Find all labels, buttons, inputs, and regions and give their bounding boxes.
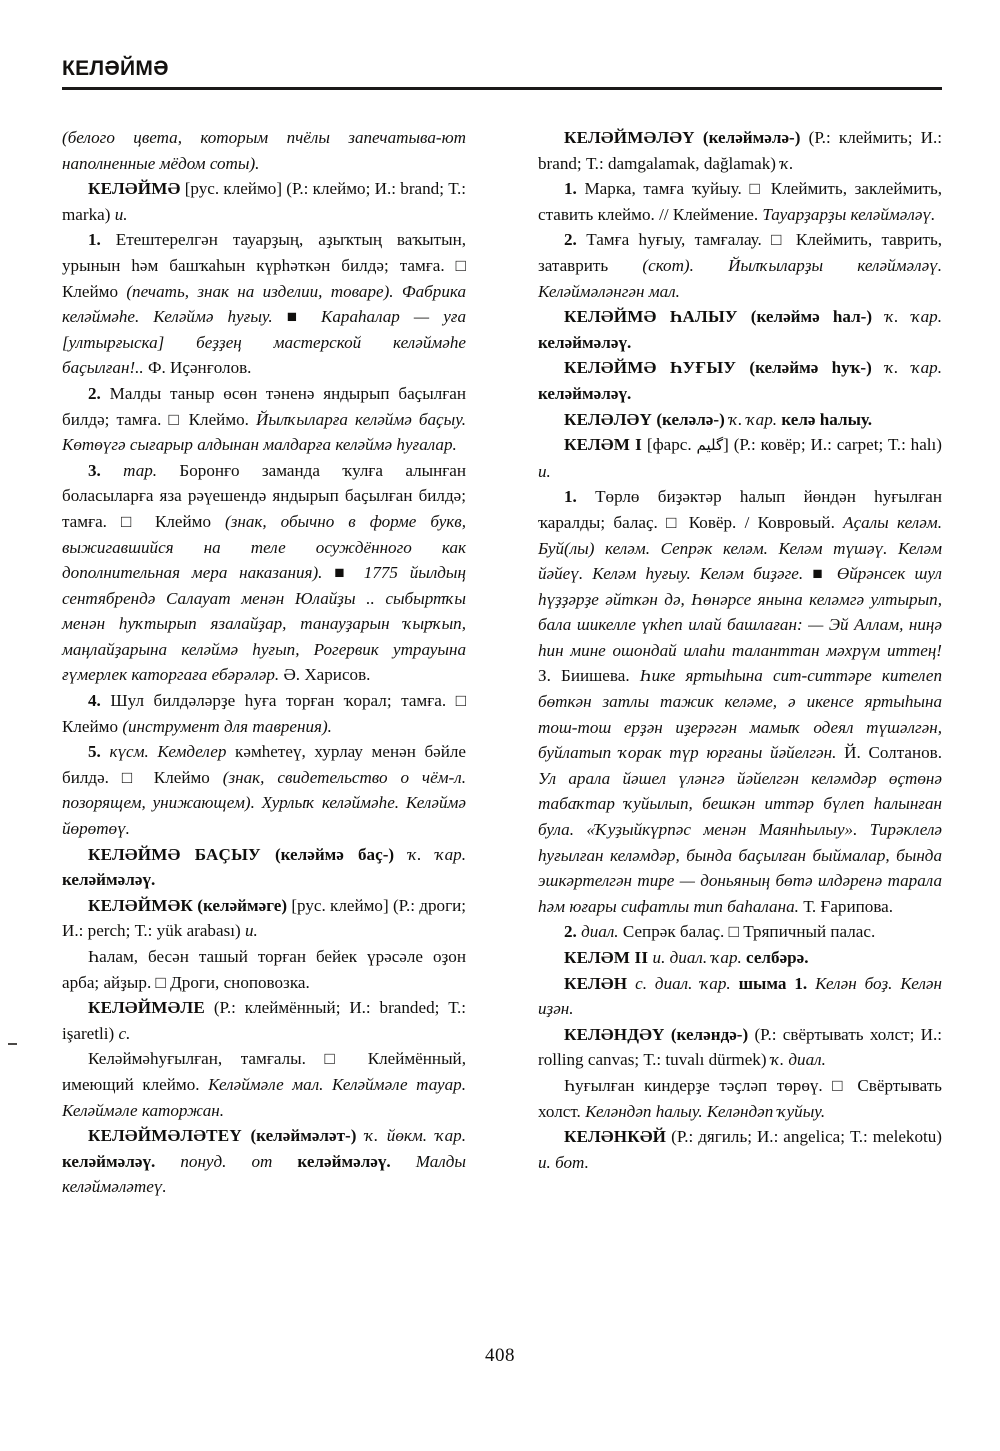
headword: КЕЛӘЙМӘ ҺУҒЫУ xyxy=(564,358,737,378)
sense-definition-russian: Клеймо. xyxy=(188,409,249,429)
sense-definition-bashkir: кәмһетеү, хурлау менән бәйле билдә. xyxy=(62,742,467,787)
entry-kelem-2 xyxy=(538,945,942,971)
citation-author: Ә. Харисов. xyxy=(283,665,371,685)
definition-italic-head: Кемделер xyxy=(157,742,227,762)
carryover-line-2: ют наполненные мёдом соты). xyxy=(62,128,466,173)
etymology-close-bracket: ] xyxy=(723,435,729,455)
entry-keleyme xyxy=(62,176,466,227)
usage-label: тар. xyxy=(123,460,158,480)
sense-definition-bashkir: Етештерелгән тауарҙың, аҙыҡтың ваҡытын, урынын һәм башҡаһын күрһәткән билдә; тамға. xyxy=(62,230,467,275)
citation-text-4: Тирәклелә һуғылған келәмдәр, бында баҫылған быймалар, бында эшкәртелгән тире — доньяның бөтә илдәренә тарала һәм юғары сифатлы тип баһалана. xyxy=(538,820,942,916)
translation-glosses: (Р.: клеймённый; И.: branded; Т.: işaretli) xyxy=(62,998,466,1043)
sense-number: 3. xyxy=(88,460,101,480)
entry-kelem-1 xyxy=(538,432,942,484)
part-of-speech: и. xyxy=(652,948,666,967)
headword-form: (келәлә-) xyxy=(656,409,725,429)
headword: КЕЛӘЙМӘ ҺАЛЫУ xyxy=(564,307,738,327)
carryover-line-1: (белого цвета, которым пчёлы запечатыва- xyxy=(62,128,442,147)
sense-examples: Йылҡыларға келәймә баҫыу. Көтөүгә сығарыр алдынан малдарға келәймә һуғалар. xyxy=(62,409,466,455)
sense-examples: Малды келәймәләтеү. xyxy=(62,1151,466,1197)
sense-definition-bashkir: Һалам, бесән ташый торған бейек үрәсәле оҙон арба; айҙыр. xyxy=(62,947,466,992)
kml-sense-1 xyxy=(538,176,942,227)
entry-keleymele-body xyxy=(62,1046,466,1123)
russian-parenthetical: (скот). xyxy=(642,255,694,275)
headword-form: (келәймә баҫ-) xyxy=(274,844,395,864)
part-of-speech: и. xyxy=(114,204,128,224)
text-columns xyxy=(62,125,942,1320)
sense-examples: Келәймәле мал. Келәймәле тауар. Келәймәле каторжан. xyxy=(62,1074,466,1120)
headword: КЕЛӘЙМӘЛӘТЕҮ xyxy=(88,1126,242,1146)
headword: КЕЛӘНКӘЙ xyxy=(564,1127,667,1147)
sense-number: 2. xyxy=(564,922,577,942)
cross-reference-target: келәймәләү. xyxy=(62,1151,156,1171)
entry-keleyme-basiu xyxy=(62,842,466,893)
etymology: [рус. клеймо] xyxy=(291,895,389,915)
sense-definition-bashkir: Төрлө биҙәктәр һалып йөндән һуғылған ҡаралды; балаҫ. xyxy=(538,487,942,532)
russian-parenthetical: (знак, свидетельство о чём-л. позорящем, унижающем). xyxy=(62,767,467,813)
cross-reference-target: селбәрә. xyxy=(746,948,809,967)
headword: КЕЛӘМ I xyxy=(564,435,642,455)
headword-form: (келәймә һал-) xyxy=(750,307,873,327)
translation-glosses: (Р.: клеймо; И.: brand; Т.: marka) xyxy=(62,179,466,224)
entry-kelenkey xyxy=(538,1124,942,1175)
sense-definition-russian: Клеймённый, имеющий клеймо. xyxy=(62,1049,466,1094)
sense-4 xyxy=(62,688,466,739)
cross-reference-target: келәймәләү. xyxy=(538,383,632,403)
part-of-speech: ҡ. xyxy=(408,844,422,864)
sense-examples: Келән боҙ. Келән иҙән. xyxy=(538,973,942,1019)
part-of-speech: ҡ. xyxy=(364,1126,379,1146)
kml-sense-2 xyxy=(538,227,942,304)
sense-definition-bashkir: Келәймәһуғылған, тамғалы. xyxy=(88,1049,306,1069)
sense-definition-russian: Клеймо xyxy=(62,281,119,301)
cross-reference-label: ҡар. xyxy=(746,409,778,429)
sense-definition-russian: Клеймо xyxy=(62,716,119,736)
translation-glosses: (Р.: свёртывать холст; И.: rolling canvas; Т.: tuvalı dürmek) xyxy=(538,1024,943,1070)
cross-reference-label: ҡар. xyxy=(435,844,467,864)
sense-definition-russian: Дроги, сноповозка. xyxy=(170,972,310,992)
citation-text: Караһалар — уға [ултырғыска] беҙҙең мастерской келәймәһе баҫылған!.. xyxy=(62,307,467,378)
sense-definition-bashkir: Шул билдәләрҙе һуға торған ҡорал; тамға. xyxy=(110,691,447,711)
sense-number: 1. xyxy=(564,487,577,507)
citation-text-2: Һике яртыһына сит-ситтәре кителеп бөткән затлы тажик келәме, ә икенсе яртыһына тош-тош ерҙән иҙерәгән мамыҡ одеял түшәлгән, буйлатып ҡорак түр юрғаны йәйелгән. xyxy=(538,666,942,763)
sense-number: 4. xyxy=(88,691,101,711)
part-of-speech: ҡ. xyxy=(770,1050,785,1070)
sense-definition-russian: Клеймить, таврить, затаврить xyxy=(538,230,943,275)
square-marker-icon: □ xyxy=(168,409,182,429)
usage-label: диал. ҡар. xyxy=(669,948,742,967)
headword-form: (келәймәләт-) xyxy=(250,1126,357,1146)
sense-definition-bashkir: Тамға һуғыу, тамғалау. xyxy=(586,230,762,250)
scan-artifact xyxy=(8,1043,17,1045)
left-column xyxy=(62,125,466,1200)
headword: КЕЛӘН xyxy=(564,973,628,993)
headword: КЕЛӘЙМӘ БАҪЫУ xyxy=(88,844,261,864)
page-number: 408 xyxy=(485,1345,515,1366)
headword: КЕЛӘМ II xyxy=(564,948,649,967)
headword-form: (келәндә-) xyxy=(670,1024,749,1044)
citation-author-1: З. Биишева. xyxy=(538,666,630,686)
entry-keleymeletew xyxy=(62,1123,466,1200)
sense-number: 5. xyxy=(88,742,101,762)
russian-parenthetical: (знак, обычно в форме букв, выжигавшийся на теле осуждённого как дополнительная мера наказания). xyxy=(62,511,466,583)
square-marker-icon: □ xyxy=(455,691,467,711)
entry-keleyme-haliu xyxy=(538,304,942,355)
headword: КЕЛӘЙМӘ xyxy=(88,179,181,199)
sense-definition-bashkir: Һуғылған киндерҙе тәҫләп төрөү. xyxy=(564,1075,823,1095)
sense-definition-russian: Клеймо xyxy=(154,511,212,531)
citation-text: 1775 йылдың сентябрендә Салауат менән Юлайҙы .. сыбыртҡы менән һуҡтырып язалайҙар, танауҙарын ҡырҡып, маңлайҙарына келәймә һуғып, Рогервик утрауына ғүмерлек каторгаға ебәрәләр. xyxy=(62,563,466,685)
header-rule xyxy=(62,87,942,90)
part-of-speech: с. xyxy=(118,1023,131,1043)
running-head: КЕЛӘЙМӘ xyxy=(62,57,169,80)
derivation-label: понуд. от xyxy=(180,1151,273,1171)
entry-keleymelew xyxy=(538,125,942,176)
square-marker-icon: □ xyxy=(749,179,764,199)
square-marker-icon: □ xyxy=(155,972,166,992)
part-of-speech: и. xyxy=(244,921,258,941)
headword: КЕЛӘНДӘҮ xyxy=(564,1024,665,1044)
filled-square-marker-icon: ■ xyxy=(812,564,828,584)
entry-kelelew xyxy=(538,407,942,433)
cross-reference-target: келә һалыу. xyxy=(781,409,873,429)
kelem1-sense-1 xyxy=(538,484,942,919)
headword-form: (келәймәге) xyxy=(197,895,288,915)
sense-number: 1. xyxy=(88,230,101,250)
entry-keleymele xyxy=(62,995,466,1046)
sense-number: 1. xyxy=(564,179,577,199)
grammar-label: йөкм. ҡар. xyxy=(386,1126,466,1146)
sense-2 xyxy=(62,381,466,458)
part-of-speech: ҡ. xyxy=(780,153,794,173)
running-head-block xyxy=(62,58,942,90)
headword-form: (келәймәлә-) xyxy=(702,128,801,147)
sense-number: 2. xyxy=(88,383,101,403)
citation-text-3: Ул арала йәшел үләнгә йәйелгән келәмдәр өҫтөнә табаҡтар ҡуйылып, бешкән иттәр бүлеп һалынған була. «Ҡуҙыйкүрпәс менән Маянһылыу». xyxy=(538,768,942,840)
square-marker-icon: □ xyxy=(324,1049,350,1069)
sense-definition-russian: Свёртывать холст. xyxy=(538,1075,942,1121)
usage-label: диал. xyxy=(581,922,619,942)
sense-definition-bashkir: Малды таныр өсөн тәненә яндырып баҫылған билдә; тамға. xyxy=(62,383,466,429)
square-marker-icon: □ xyxy=(832,1075,848,1095)
usage-label: диал. xyxy=(788,1050,826,1070)
russian-parenthetical: (печать, знак на изделии, товаре). xyxy=(126,281,394,301)
sense-definition-russian: Тряпичный палас. xyxy=(743,922,876,942)
square-marker-icon: □ xyxy=(455,255,466,275)
entry-keleymek-body xyxy=(62,944,466,995)
cross-reference-target: келәймәләү. xyxy=(62,870,156,890)
entry-kelendew-body xyxy=(538,1073,942,1124)
headword: КЕЛӘЙМӘЛӘҮ xyxy=(564,128,695,147)
usage-label: күсм. xyxy=(109,742,149,762)
translation-glosses: (Р.: дроги; И.: perch; Т.: yük arabası) xyxy=(62,895,467,941)
part-of-speech: ҡ. xyxy=(885,358,899,378)
sense-3 xyxy=(62,458,466,688)
part-of-speech: и. xyxy=(538,461,551,481)
cross-reference-target: шыма 1. xyxy=(738,973,808,993)
filled-square-marker-icon: ■ xyxy=(286,307,307,327)
headword: КЕЛӘЛӘҮ xyxy=(564,409,653,429)
part-of-speech: ҡ. xyxy=(729,409,743,429)
entry-kelen xyxy=(538,971,942,1022)
cross-reference-target-2: келәймәләү. xyxy=(297,1151,391,1171)
cross-reference-label: ҡар. xyxy=(911,307,942,327)
square-marker-icon: □ xyxy=(121,767,141,787)
translation-glosses: (Р.: клеймить; И.: brand; Т.: damgalamak, dağlamak) xyxy=(538,128,942,173)
square-marker-icon: □ xyxy=(771,230,787,250)
entry-kelendew xyxy=(538,1022,942,1073)
cross-reference-target: келәймәләү. xyxy=(538,332,632,352)
sense-definition-bashkir: Сепрәк балаҫ. xyxy=(622,922,725,942)
etymology-arabic-script: گلیم xyxy=(696,436,724,455)
square-marker-icon: □ xyxy=(728,922,739,942)
entry-keleymek xyxy=(62,893,466,944)
sense-examples: Келәндәп һалыу. Келәндәп ҡуйыу. xyxy=(585,1101,826,1121)
part-of-speech: ҡ. xyxy=(885,307,899,327)
translation-glosses: (Р.: ковёр; И.: carpet; Т.: halı) xyxy=(733,435,943,455)
sense-definition-russian: Клеймо xyxy=(153,767,210,787)
sense-5 xyxy=(62,739,466,841)
citation-author-4: Т. Ғарипова. xyxy=(803,896,894,916)
entry-keleyme-hugiu xyxy=(538,355,942,406)
sense-examples: Фабрика келәймәһе. Келәймә һуғыу. xyxy=(62,281,466,327)
citation-author-2: Й. Солтанов. xyxy=(844,743,942,763)
sense-definition-bashkir: Марка, тамға ҡуйыу. xyxy=(584,179,742,199)
part-of-speech: с. xyxy=(635,973,648,993)
citation-author: Ф. Иҫәнғолов. xyxy=(147,358,252,378)
filled-square-marker-icon: ■ xyxy=(334,563,353,583)
part-of-speech: и. бот. xyxy=(538,1152,589,1172)
sense-definition-russian: Клеймить, заклеймить, ставить клеймо. // Клеймение. xyxy=(538,179,943,224)
sense-examples: Йылҡыларҙы келәймәләү. Келәймәләнгән мал. xyxy=(538,255,942,301)
right-column xyxy=(538,125,942,1175)
headword-form: (келәймә һуҡ-) xyxy=(749,358,872,378)
square-marker-icon: □ xyxy=(666,512,681,532)
etymology: [рус. клеймо] xyxy=(184,179,283,199)
etymology-open-bracket: [фарс. xyxy=(646,435,692,455)
sense-examples: Аҫалы келәм. Буй(лы) келәм. Сепрәк келәм. Келәм түшәү. Келәм йәйеү. Келәм һуғыу. Келәм биҙәге. xyxy=(538,512,942,584)
sense-number: 2. xyxy=(564,230,577,250)
usage-label: диал. ҡар. xyxy=(654,973,731,993)
sense-definition-bashkir: Боронғо заманда ҡулға алынған боласыларға яза рәүешендә яндырып баҫылған билдә; тамға. xyxy=(62,460,466,531)
cross-reference-label: ҡар. xyxy=(911,358,942,378)
sense-1 xyxy=(62,227,466,381)
headword: КЕЛӘЙМӘК xyxy=(88,895,193,915)
citation-text-1: Өйрәнсек шул һүҙҙәрҙе әйткән дә, Һөнәрсе янына келәмгә ултырып, бала шикелле үкһеп илай башлаған: — Эй Аллам, ниңә һин мине ошондай илаһи таланттан мәхрүм иттең! xyxy=(538,564,942,660)
carryover-paragraph xyxy=(62,125,466,176)
translation-glosses: (Р.: дягиль; И.: angelica; Т.: melekotu) xyxy=(671,1127,942,1147)
square-marker-icon: □ xyxy=(120,511,141,531)
headword: КЕЛӘЙМӘЛЕ xyxy=(88,998,205,1018)
sense-examples: Тауарҙарҙы келәймәләү. xyxy=(762,204,936,224)
russian-parenthetical: (инструмент для таврения). xyxy=(122,716,332,736)
kelem1-sense-2 xyxy=(538,919,942,945)
sense-examples: Хурлыҡ келәймәһе. Келәймә йөрөтөү. xyxy=(62,793,467,839)
sense-definition-russian: Ковёр. / Ковровый. xyxy=(688,512,835,532)
